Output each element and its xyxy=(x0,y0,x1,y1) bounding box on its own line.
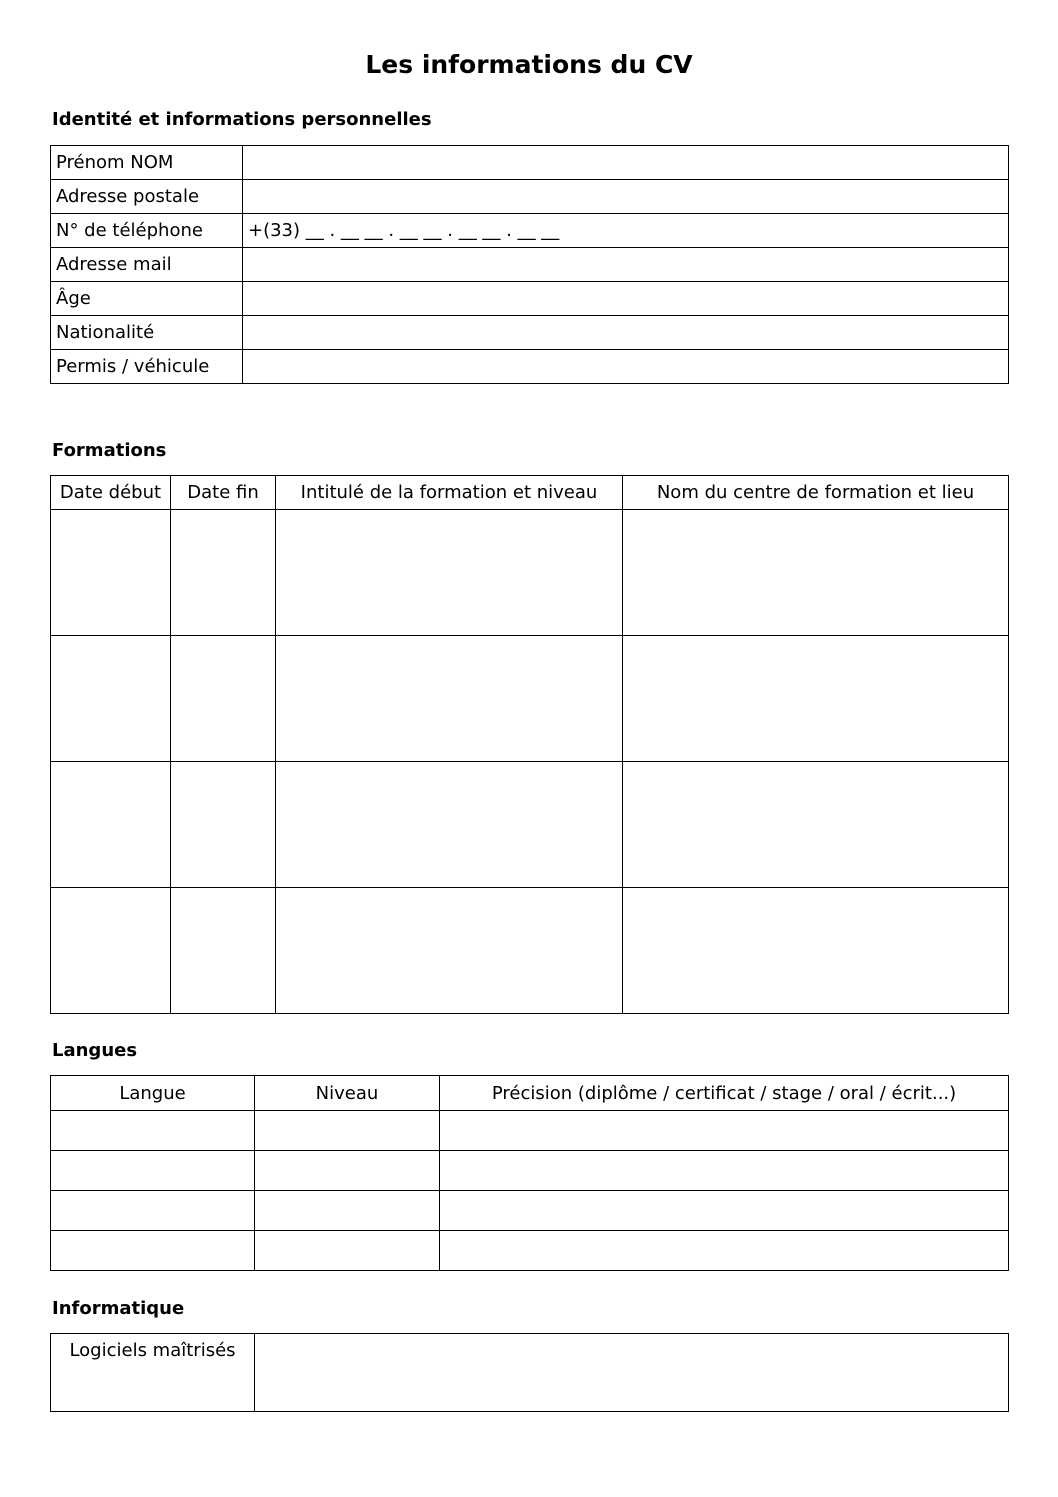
email-field[interactable] xyxy=(243,248,1009,282)
identity-label: Prénom NOM xyxy=(51,146,243,180)
identity-label: Âge xyxy=(51,282,243,316)
phone-field[interactable]: +(33) __ . __ __ . __ __ . __ __ . __ __ xyxy=(243,214,1009,248)
page-title: Les informations du CV xyxy=(365,50,693,79)
end-date-cell[interactable] xyxy=(171,762,276,888)
identity-row-nationality xyxy=(51,316,1009,350)
level-cell[interactable] xyxy=(255,1151,440,1191)
table-header-row xyxy=(51,1076,1009,1111)
column-header: Date fin xyxy=(171,476,276,510)
start-date-cell[interactable] xyxy=(51,888,171,1014)
column-header: Date début xyxy=(51,476,171,510)
training-title-cell[interactable] xyxy=(276,636,623,762)
column-header: Niveau xyxy=(255,1076,440,1111)
column-header: Nom du centre de formation et lieu xyxy=(623,476,1009,510)
level-cell[interactable] xyxy=(255,1231,440,1271)
training-title-cell[interactable] xyxy=(276,762,623,888)
end-date-cell[interactable] xyxy=(171,636,276,762)
end-date-cell[interactable] xyxy=(171,888,276,1014)
identity-row-name xyxy=(51,146,1009,180)
informatique-heading: Informatique xyxy=(52,1298,185,1319)
training-center-cell[interactable] xyxy=(623,510,1009,636)
identity-label: N° de téléphone xyxy=(51,214,243,248)
table-row xyxy=(51,888,1009,1014)
column-header: Langue xyxy=(51,1076,255,1111)
training-center-cell[interactable] xyxy=(623,762,1009,888)
identity-row-license xyxy=(51,350,1009,384)
precision-cell[interactable] xyxy=(440,1151,1009,1191)
precision-cell[interactable] xyxy=(440,1111,1009,1151)
identity-label: Adresse mail xyxy=(51,248,243,282)
training-center-cell[interactable] xyxy=(623,636,1009,762)
language-cell[interactable] xyxy=(51,1111,255,1151)
language-cell[interactable] xyxy=(51,1191,255,1231)
column-header: Précision (diplôme / certificat / stage / oral / écrit...) xyxy=(440,1076,1009,1111)
precision-cell[interactable] xyxy=(440,1191,1009,1231)
table-row xyxy=(51,1334,1009,1412)
table-row xyxy=(51,1111,1009,1151)
identity-row-phone xyxy=(51,214,1009,248)
training-title-cell[interactable] xyxy=(276,510,623,636)
name-field[interactable] xyxy=(243,146,1009,180)
level-cell[interactable] xyxy=(255,1111,440,1151)
table-header-row xyxy=(51,476,1009,510)
identity-row-age xyxy=(51,282,1009,316)
identity-heading: Identité et informations personnelles xyxy=(52,109,432,130)
langues-heading: Langues xyxy=(52,1040,138,1061)
start-date-cell[interactable] xyxy=(51,636,171,762)
precision-cell[interactable] xyxy=(440,1231,1009,1271)
end-date-cell[interactable] xyxy=(171,510,276,636)
nationality-field[interactable] xyxy=(243,316,1009,350)
formations-table xyxy=(50,475,1009,1014)
software-field[interactable] xyxy=(255,1334,1009,1412)
informatique-table xyxy=(50,1333,1009,1412)
language-cell[interactable] xyxy=(51,1151,255,1191)
identity-label: Nationalité xyxy=(51,316,243,350)
level-cell[interactable] xyxy=(255,1191,440,1231)
age-field[interactable] xyxy=(243,282,1009,316)
start-date-cell[interactable] xyxy=(51,762,171,888)
column-header: Intitulé de la formation et niveau xyxy=(276,476,623,510)
table-row xyxy=(51,1191,1009,1231)
table-row xyxy=(51,1231,1009,1271)
formations-heading: Formations xyxy=(52,440,167,461)
table-row xyxy=(51,1151,1009,1191)
address-field[interactable] xyxy=(243,180,1009,214)
identity-row-email xyxy=(51,248,1009,282)
training-title-cell[interactable] xyxy=(276,888,623,1014)
training-center-cell[interactable] xyxy=(623,888,1009,1014)
language-cell[interactable] xyxy=(51,1231,255,1271)
start-date-cell[interactable] xyxy=(51,510,171,636)
langues-table xyxy=(50,1075,1009,1271)
identity-row-address xyxy=(51,180,1009,214)
table-row xyxy=(51,510,1009,636)
license-field[interactable] xyxy=(243,350,1009,384)
identity-label: Adresse postale xyxy=(51,180,243,214)
identity-table xyxy=(50,145,1009,384)
identity-label: Permis / véhicule xyxy=(51,350,243,384)
table-row xyxy=(51,762,1009,888)
software-label: Logiciels maîtrisés xyxy=(51,1334,255,1412)
table-row xyxy=(51,636,1009,762)
